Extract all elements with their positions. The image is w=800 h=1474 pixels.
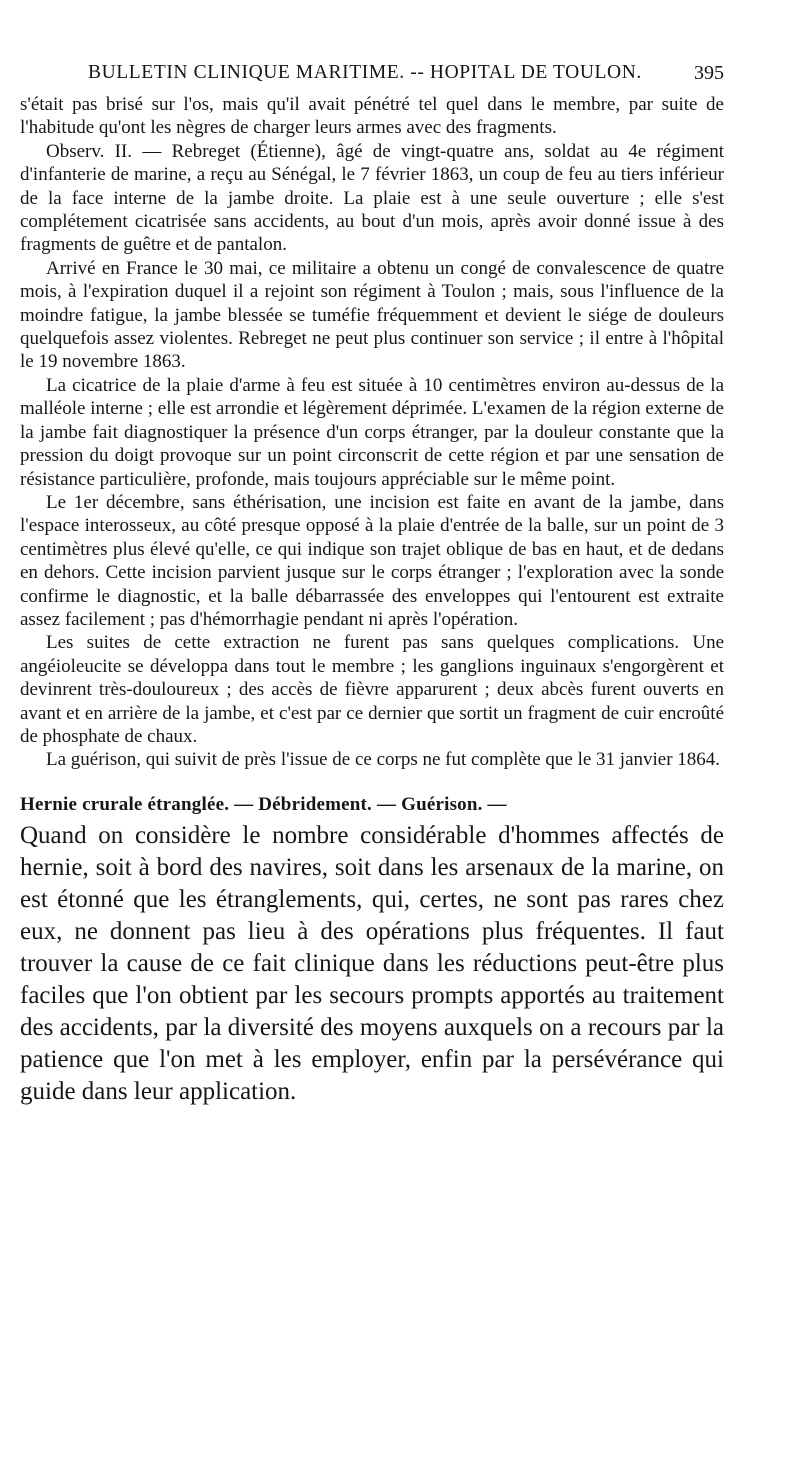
paragraph-incision: Le 1er décembre, sans éthérisation, une incision est faite en avant de la jambe, dans l'espace interosseux, au côté presque opposé à la plaie d'entrée de la balle, sur un point de 3 centimètres plus élevé qu'elle, ce qui indique son trajet oblique de bas en haut, et de dedans en dehors. Cette incision parvient jusque sur le corps étranger ; l'exploration avec la sonde confirme le diagnostic, et la balle débarrassée des enveloppes qui l'entourent est extraite assez facilement ; pas d'hémorrhagie pendant ni après l'opération. [20,491,724,630]
paragraph-examination: La cicatrice de la plaie d'arme à feu est située à 10 centimètres environ au-dessus de la malléole interne ; elle est arrondie et légèrement déprimée. L'examen de la région externe de la jambe fait diagnostiquer la présence d'un corps étranger, par la douleur constante que la pression du doigt provoque sur un point circonscrit de cette région et par une sensation de résistance particulière, profonde, mais toujours appréciable sur le même point. [20,374,724,490]
paragraph-continuation: s'était pas brisé sur l'os, mais qu'il avait pénétré tel quel dans le membre, par suite de l'habitude qu'ont les nègres de charger leurs armes avec des fragments. [20,94,724,139]
running-header [88,60,724,88]
paragraph-arrival: Arrivé en France le 30 mai, ce militaire a obtenu un congé de convalescence de quatre mois, à l'expiration duquel il a rejoint son régiment à Toulon ; mais, sous l'influence de la moindre fatigue, la jambe blessée se tuméfie fréquemment et devient le siége de douleurs quelquefois assez violentes. Rebreget ne peut plus continuer son service ; il entre à l'hôpital le 19 novembre 1863. [20,257,724,373]
page-number: 395 [694,62,724,84]
paragraph-healing: La guérison, qui suivit de près l'issue de ce corps ne fut complète que le 31 janvier 1864. [46,749,721,771]
section-text [20,820,724,1108]
case-report [20,93,724,772]
paragraph-observation: Observ. II. — Rebreget (Étienne), âgé de vingt-quatre ans, soldat au 4e régiment d'infanterie de marine, a reçu au Sénégal, le 7 février 1863, un coup de feu au tiers inférieur de la face interne de la jambe droite. La plaie est à une seule ouverture ; elle s'est complétement cicatrisée sans accidents, au bout d'un mois, après avoir donné issue à des fragments de guêtre et de pantalon. [20,140,724,256]
paragraph-complications: Les suites de cette extraction ne furent pas sans quelques complications. Une angéioleucite se développa dans tout le membre ; les ganglions inguinaux s'engorgèrent et devinrent très-douloureux ; des accès de fièvre apparurent ; deux abcès furent ouverts en avant et en arrière de la jambe, et c'est par ce dernier que sortit un fragment de cuir encroûté de phosphate de chaux. [20,632,724,747]
running-title: BULLETIN CLINIQUE MARITIME. -- HOPITAL DE TOULON. [88,62,642,83]
paragraph-hernia: Quand on considère le nombre considérable d'hommes affectés de hernie, soit à bord des navires, soit dans les arsenaux de la marine, on est étonné que les étranglements, qui, certes, ne sont pas rares chez eux, ne donnent pas lieu à des opérations plus fréquentes. Il faut trouver la cause de ce fait clinique dans les réductions peut-être plus faciles que l'on obtient par les secours prompts apportés au traitement des accidents, par la diversité des moyens auxquels on a recours par la patience que l'on met à les employer, enfin par la persévérance qui guide dans leur application. [20,821,724,1105]
section-heading: Hernie crurale étranglée. — Débridement. — Guérison. — [20,793,507,815]
page-body [20,93,724,1108]
